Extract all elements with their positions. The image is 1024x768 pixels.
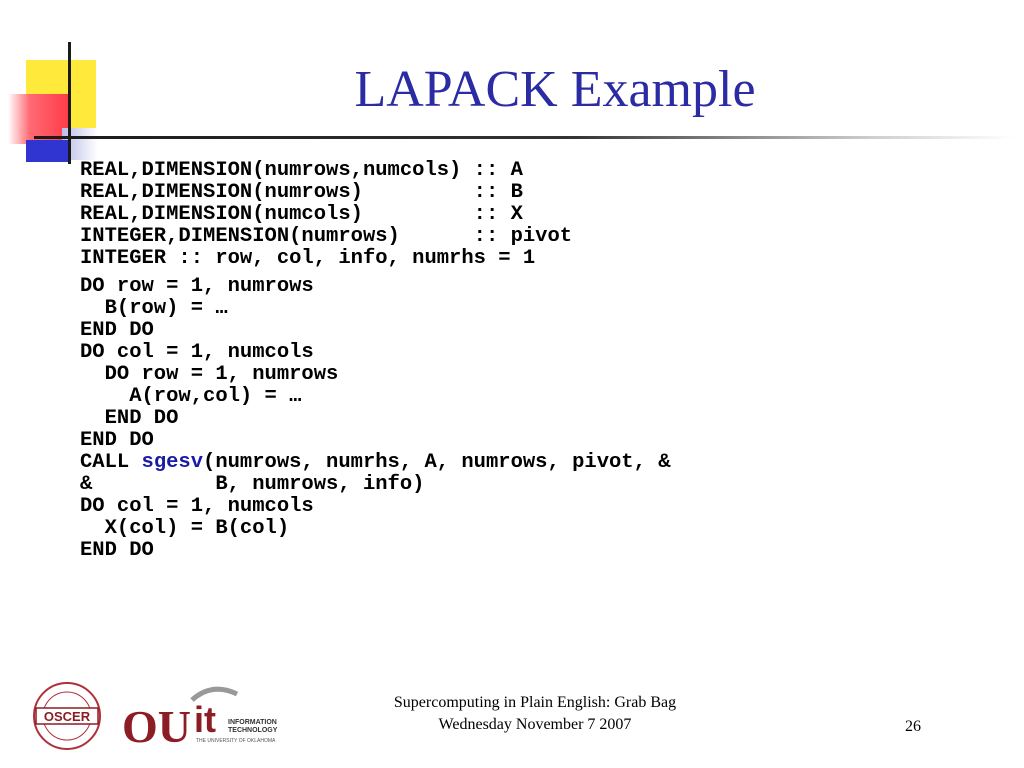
ou-logo — [122, 701, 191, 752]
svg-text:THE UNIVERSITY OF OKLAHOMA: THE UNIVERSITY OF OKLAHOMA — [196, 738, 276, 744]
footer-caption — [330, 692, 740, 736]
code-line: DO col = 1, numcols — [80, 495, 314, 518]
call-args: (numrows, numrhs, A, numrows, pivot, & — [203, 451, 671, 474]
slide-title: LAPACK Example — [354, 61, 756, 118]
code-line: END DO — [80, 319, 154, 342]
code-line: B(row) = … — [80, 297, 228, 320]
svg-text:INFORMATION: INFORMATION — [228, 719, 277, 726]
call-prefix: CALL — [80, 451, 142, 474]
code-line: DO col = 1, numcols — [80, 341, 314, 364]
code-line: END DO — [80, 407, 179, 430]
code-line-call — [80, 452, 671, 474]
sgesv-keyword: sgesv — [141, 451, 204, 474]
code-line: INTEGER :: row, col, info, numrhs = 1 — [80, 247, 536, 270]
footer-line-1: Supercomputing in Plain English: Grab Bag — [393, 694, 677, 711]
code-line: END DO — [80, 539, 154, 562]
code-line: REAL,DIMENSION(numrows) :: B — [80, 181, 523, 204]
code-line: X(col) = B(col) — [80, 517, 290, 540]
footer-logos — [22, 680, 292, 752]
title-underline — [34, 136, 1014, 139]
decor-blue-square — [26, 140, 70, 162]
code-line: A(row,col) = … — [80, 385, 302, 408]
code-line: REAL,DIMENSION(numcols) :: X — [80, 203, 523, 226]
svg-text:OU: OU — [122, 701, 191, 752]
code-line: DO row = 1, numrows — [80, 275, 314, 298]
svg-text:TECHNOLOGY: TECHNOLOGY — [228, 727, 278, 734]
svg-text:it: it — [194, 699, 216, 740]
page-number: 26 — [905, 718, 921, 735]
code-line: INTEGER,DIMENSION(numrows) :: pivot — [80, 225, 573, 248]
code-line: & B, numrows, info) — [80, 473, 425, 496]
it-logo — [192, 689, 278, 744]
code-line: END DO — [80, 429, 154, 452]
decor-vertical-line — [68, 42, 71, 164]
code-block — [80, 160, 671, 562]
code-line: REAL,DIMENSION(numrows,numcols) :: A — [80, 159, 523, 182]
footer-line-2: Wednesday November 7 2007 — [438, 716, 632, 733]
code-line: DO row = 1, numrows — [80, 363, 339, 386]
svg-text:OSCER: OSCER — [43, 709, 91, 724]
oscer-logo — [34, 683, 100, 749]
